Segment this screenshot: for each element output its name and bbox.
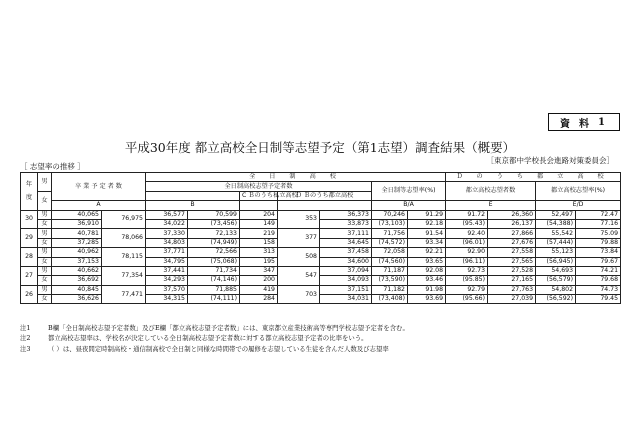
rate-total-cell: 92.40 [446,229,488,238]
metro-total-cell: 72,058 [372,248,408,257]
graduates-cell: 36,626 [52,295,102,304]
fulltime-total-cell: (75,068) [188,257,240,266]
graduates-cell: 37,285 [52,238,102,247]
rate-total-cell: (95.43) [446,219,488,228]
toritsu-rate-cell: 74.73 [576,285,621,294]
fulltime-count-cell: 36,577 [146,210,188,219]
sex-cell: 女 [38,295,52,304]
year-cell: 29 [21,229,38,248]
note-text: 都立高校志望率は、学校名が決定している全日制高校志望予定者数に対する都立高校志望予定者の比率をいう。 [48,334,368,343]
table-row [21,285,621,294]
rate-cell: 93.46 [408,276,446,285]
graduates-total-cell: 78,115 [102,248,146,267]
fulltime-total-cell: (74,146) [188,276,240,285]
header-row-4 [21,201,621,210]
metro-count-cell: 37,151 [320,285,372,294]
rate-cell: 92.21 [408,248,446,257]
fulltime-total-cell: (73,456) [188,219,240,228]
toritsu-total-cell: (57,444) [536,238,576,247]
header-B: B [146,201,240,210]
rate-cell: 93.69 [408,295,446,304]
header-metro: Ｄ Ｂのうち都立高校 [278,191,372,200]
header-fulltime-count: 全日制高校志望予定者数 [146,182,372,191]
rate-total-cell: 92.90 [446,248,488,257]
rate-cell: 91.29 [408,210,446,219]
private-total-cell: 353 [278,210,320,229]
rate-total-cell: (96.11) [446,257,488,266]
note-item [20,344,409,354]
sex-cell: 女 [38,219,52,228]
fulltime-total-cell: 72,566 [188,248,240,257]
metro-count-cell: 34,031 [320,295,372,304]
toritsu-count-cell: 27,565 [488,257,536,266]
toritsu-count-cell: 27,165 [488,276,536,285]
sex-cell: 女 [38,257,52,266]
sex-cell: 女 [38,238,52,247]
graduates-total-cell: 77,471 [102,285,146,304]
note-item [20,323,409,333]
fulltime-total-cell: 71,885 [188,285,240,294]
fulltime-count-cell: 34,293 [146,276,188,285]
year-cell: 26 [21,285,38,304]
toritsu-rate-cell: 75.09 [576,229,621,238]
tag-number: 1 [598,116,608,128]
toritsu-total-cell: (56,592) [536,295,576,304]
toritsu-rate-cell: 79.88 [576,238,621,247]
metro-count-cell: 36,373 [320,210,372,219]
graduates-cell: 36,910 [52,219,102,228]
metro-total-cell: 71,187 [372,266,408,275]
header-C-empty [240,201,278,210]
private-count-cell: 200 [240,276,278,285]
toritsu-total-cell: 54,693 [536,266,576,275]
graduates-cell: 36,692 [52,276,102,285]
toritsu-total-cell: 52,497 [536,210,576,219]
toritsu-count-cell: 27,866 [488,229,536,238]
fulltime-total-cell: (74,949) [188,238,240,247]
metro-count-cell: 34,600 [320,257,372,266]
toritsu-count-cell: 27,558 [488,248,536,257]
table-row [21,248,621,257]
notes [20,323,409,354]
private-total-cell: 377 [278,229,320,248]
note-label: 注3 [20,344,31,353]
rate-total-cell: (95.85) [446,276,488,285]
metro-count-cell: 34,645 [320,238,372,247]
private-count-cell: 313 [240,248,278,257]
metro-total-cell: (73,408) [372,295,408,304]
metro-count-cell: 33,873 [320,219,372,228]
toritsu-count-cell: 26,360 [488,210,536,219]
rate-total-cell: 91.72 [446,210,488,219]
rate-cell: 93.65 [408,257,446,266]
private-count-cell: 284 [240,295,278,304]
note-label: 注1 [20,324,31,332]
private-count-cell: 347 [240,266,278,275]
metro-total-cell: (73,590) [372,276,408,285]
metro-total-cell: 71,756 [372,229,408,238]
toritsu-total-cell: 54,802 [536,285,576,294]
header-ED: E/D [536,201,621,210]
note-text: B欄「全日制高校志望予定者数」及びE欄「都立高校志望予定者数」には、東京都立産業技術高等専門学校志望予定者を含む。 [48,324,409,332]
header-blank [146,191,240,200]
graduates-total-cell: 78,066 [102,229,146,248]
fulltime-count-cell: 37,330 [146,229,188,238]
year-cell: 28 [21,248,38,267]
sex-cell: 男 [38,285,52,294]
metro-total-cell: 71,182 [372,285,408,294]
graduates-cell: 37,153 [52,257,102,266]
fulltime-total-cell: (74,111) [188,295,240,304]
rate-total-cell: (96.01) [446,238,488,247]
private-count-cell: 195 [240,257,278,266]
header-toritsu-rate: 都立高校志望率(%) [536,182,621,201]
fulltime-total-cell: 72,133 [188,229,240,238]
rate-cell: 91.98 [408,285,446,294]
rate-total-cell: 92.73 [446,266,488,275]
fulltime-count-cell: 37,441 [146,266,188,275]
tag-label-2: 料 [579,118,593,130]
fulltime-total-cell: 70,599 [188,210,240,219]
toritsu-rate-cell: 79.45 [576,295,621,304]
private-count-cell: 419 [240,285,278,294]
private-total-cell: 547 [278,266,320,285]
sex-cell: 男 [38,210,52,219]
toritsu-total-cell: (56,945) [536,257,576,266]
fulltime-count-cell: 34,803 [146,238,188,247]
header-year: 年 度 [21,173,38,211]
toritsu-rate-cell: 79.67 [576,257,621,266]
graduates-cell: 40,962 [52,248,102,257]
survey-table [20,172,621,304]
table-row [21,210,621,219]
private-total-cell: 508 [278,248,320,267]
note-label: 注2 [20,334,31,343]
header-graduates: 卒 業 予 定 者 数 [52,173,146,201]
toritsu-rate-cell: 74.21 [576,266,621,275]
year-cell: 30 [21,210,38,229]
document-tag [548,113,620,131]
toritsu-rate-cell: 79.68 [576,276,621,285]
header-row-1 [21,173,621,182]
tag-label: 資 [560,118,574,130]
sex-cell: 男 [38,266,52,275]
note-item [20,333,409,343]
metro-total-cell: (74,572) [372,238,408,247]
page-title: 平成30年度 都立高校全日制等志望予定（第1志望）調査結果（概要） [124,140,516,155]
header-rate: 全日制等志望率(%) [372,182,446,201]
metro-count-cell: 37,458 [320,248,372,257]
metro-count-cell: 37,111 [320,229,372,238]
private-count-cell: 204 [240,210,278,219]
year-cell: 27 [21,266,38,285]
graduates-total-cell: 76,975 [102,210,146,229]
private-count-cell: 158 [240,238,278,247]
toritsu-count-cell: 27,039 [488,295,536,304]
graduates-cell: 40,662 [52,266,102,275]
header-D-empty [278,201,372,210]
fulltime-count-cell: 37,771 [146,248,188,257]
rate-cell: 92.08 [408,266,446,275]
header-male: 男 [38,173,52,192]
section-heading: ［ 志望率の推移 ］ [20,162,85,171]
metro-total-cell: (73,103) [372,219,408,228]
header-E: E [446,201,536,210]
metro-count-cell: 34,093 [320,276,372,285]
toritsu-count-cell: 26,137 [488,219,536,228]
sex-cell: 女 [38,276,52,285]
table-row [21,229,621,238]
toritsu-rate-cell: 73.84 [576,248,621,257]
rate-total-cell: (95.66) [446,295,488,304]
graduates-cell: 40,065 [52,210,102,219]
header-toritsu-count: 都立高校志望者数 [446,182,536,201]
sex-cell: 男 [38,248,52,257]
toritsu-count-cell: 27,528 [488,266,536,275]
rate-cell: 92.18 [408,219,446,228]
organization: ［東京都中学校長会進路対策委員会］ [486,156,614,165]
toritsu-total-cell: 55,123 [536,248,576,257]
rate-total-cell: 92.79 [446,285,488,294]
toritsu-count-cell: 27,763 [488,285,536,294]
header-fulltime: 全 日 制 高 校 [146,173,446,182]
header-female: 女 [38,191,52,210]
toritsu-total-cell: (54,388) [536,219,576,228]
private-total-cell: 703 [278,285,320,304]
header-toritsu: Ｄ の う ち 都 立 高 校 [446,173,621,182]
fulltime-total-cell: 71,734 [188,266,240,275]
toritsu-total-cell: 55,542 [536,229,576,238]
rate-cell: 93.34 [408,238,446,247]
rate-cell: 91.54 [408,229,446,238]
note-text: （ ）は、昼夜間定時制高校・通信制高校で全日制と同様な時間帯での履修を志望している生徒を含んだ人数及び志望率 [48,344,389,353]
graduates-total-cell: 77,354 [102,266,146,285]
header-private: C Ｂのうち私立高校 [240,191,278,200]
toritsu-total-cell: (56,579) [536,276,576,285]
toritsu-count-cell: 27,676 [488,238,536,247]
metro-total-cell: (74,560) [372,257,408,266]
private-count-cell: 149 [240,219,278,228]
header-A: A [52,201,146,210]
private-count-cell: 219 [240,229,278,238]
sex-cell: 男 [38,229,52,238]
toritsu-rate-cell: 72.47 [576,210,621,219]
metro-count-cell: 37,094 [320,266,372,275]
graduates-cell: 40,781 [52,229,102,238]
metro-total-cell: 70,246 [372,210,408,219]
header-BA: B/A [372,201,446,210]
fulltime-count-cell: 34,795 [146,257,188,266]
toritsu-rate-cell: 77.16 [576,219,621,228]
fulltime-count-cell: 34,022 [146,219,188,228]
fulltime-count-cell: 34,315 [146,295,188,304]
graduates-cell: 40,845 [52,285,102,294]
table-row [21,266,621,275]
fulltime-count-cell: 37,570 [146,285,188,294]
